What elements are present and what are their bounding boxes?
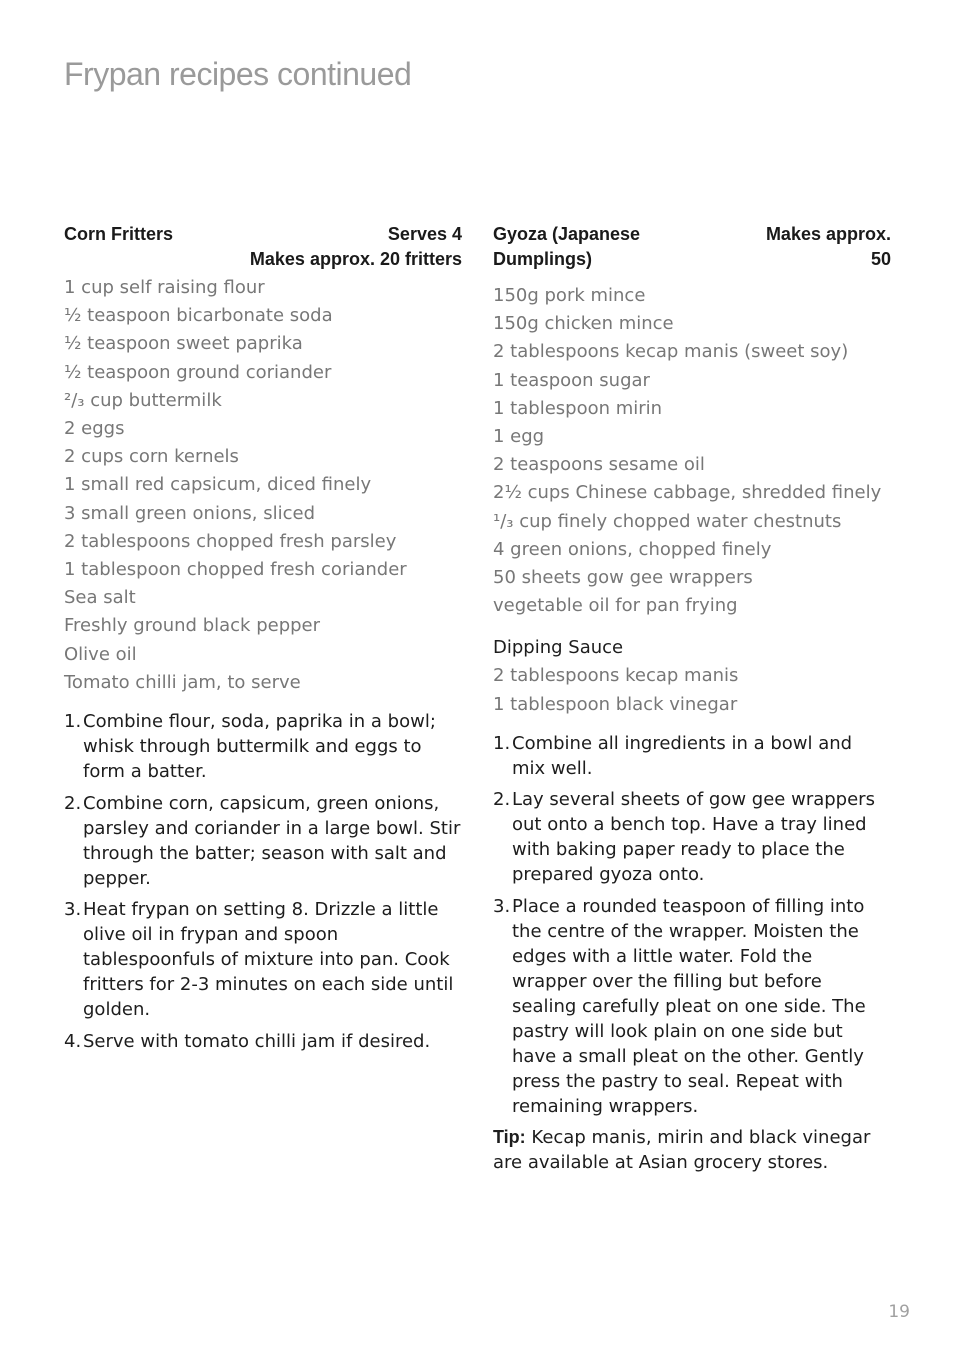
ingredient-item: 2 teaspoons sesame oil [493, 454, 705, 476]
ingredient-item: 1 tablespoon black vinegar [493, 693, 738, 715]
ingredient-item: 1 egg [493, 426, 545, 448]
step-number: 4. [64, 1030, 82, 1052]
ingredient-item: vegetable oil for pan frying [493, 595, 738, 617]
ingredient-item: 2 tablespoons kecap manis (sweet soy) [493, 341, 849, 363]
tip-note [493, 1125, 891, 1175]
step-number: 3. [493, 895, 511, 917]
step-number: 1. [493, 732, 511, 754]
step-number: 2. [493, 789, 511, 811]
ingredient-item: ½ teaspoon sweet paprika [64, 333, 303, 355]
ingredient-item: 50 sheets gow gee wrappers [493, 567, 753, 589]
step-text: Combine all ingredients in a bowl and mix well. [512, 732, 853, 779]
tip-text: Kecap manis, mirin and black vinegar are available at Asian grocery stores. [493, 1127, 871, 1174]
page-title: Frypan recipes continued [64, 56, 412, 92]
recipe-corn-fritters [64, 222, 462, 1060]
method-step [493, 787, 891, 887]
ingredient-item: 2 cups corn kernels [64, 446, 239, 468]
method-step [64, 791, 462, 891]
ingredient-item: 1 teaspoon sugar [493, 369, 650, 391]
recipe-header [493, 222, 891, 272]
recipe-yield: Makes approx. 50 [765, 224, 891, 269]
ingredient-item: ¹/₃ cup finely chopped water chestnuts [493, 510, 842, 532]
step-text: Serve with tomato chilli jam if desired. [83, 1030, 431, 1052]
ingredient-item: Tomato chilli jam, to serve [64, 671, 301, 693]
ingredient-item: 1 small red capsicum, diced finely [64, 474, 372, 496]
step-text: Heat frypan on setting 8. Drizzle a little olive oil in frypan and spoon tablespoonfuls of mixture into pan. Cook fritters for 2-3 minutes on each side until golden. [83, 899, 454, 1021]
yield-makes: Makes approx. 20 fritters [249, 249, 462, 269]
ingredient-item: 4 green onions, chopped finely [493, 538, 772, 560]
ingredient-item: Sea salt [64, 587, 136, 609]
method-steps [493, 731, 891, 1119]
method-step [64, 1029, 462, 1054]
step-text: Lay several sheets of gow gee wrappers out onto a bench top. Have a tray lined with baking paper ready to place the prepared gyoza onto. [512, 789, 875, 886]
step-number: 3. [64, 899, 82, 921]
ingredient-item: ½ teaspoon bicarbonate soda [64, 305, 333, 327]
step-text: Combine flour, soda, paprika in a bowl; whisk through buttermilk and eggs to form a batter. [83, 711, 436, 783]
ingredient-list [64, 274, 462, 697]
step-number: 1. [64, 711, 82, 733]
ingredient-item: 1 tablespoon mirin [493, 397, 663, 419]
ingredient-item: 1 tablespoon chopped fresh coriander [64, 559, 407, 581]
ingredient-item: 2 eggs [64, 418, 125, 440]
method-step [493, 731, 891, 781]
recipe-title: Gyoza (Japanese Dumplings) [493, 224, 641, 269]
ingredient-item: Freshly ground black pepper [64, 615, 321, 637]
recipe-title: Corn Fritters [64, 224, 174, 244]
ingredient-item: 2½ cups Chinese cabbage, shredded finely [493, 482, 882, 504]
method-step [493, 894, 891, 1119]
sauce-title: Dipping Sauce [493, 637, 624, 659]
step-number: 2. [64, 792, 82, 814]
yield-serves: Serves 4 [387, 224, 462, 244]
step-text: Place a rounded teaspoon of filling into the centre of the wrapper. Moisten the edges with a little water. Fold the wrapper over the filling but before sealing carefully pleat on one side. The pastry will look plain on one side but have a small pleat on the other. Gently press the pastry to seal. Repeat with remaining wrappers. [512, 895, 866, 1117]
ingredient-item: 2 tablespoons kecap manis [493, 665, 739, 687]
ingredient-item: ²/₃ cup buttermilk [64, 389, 222, 411]
tip-label: Tip: [493, 1127, 526, 1148]
ingredient-item: 150g pork mince [493, 285, 646, 306]
ingredient-item: 2 tablespoons chopped fresh parsley [64, 530, 397, 552]
sauce-ingredient-list [493, 662, 891, 718]
recipe-gyoza [493, 222, 891, 1175]
ingredient-item: Olive oil [64, 643, 137, 665]
recipe-yield [250, 222, 462, 272]
ingredient-item: 1 cup self raising flour [64, 277, 265, 298]
ingredient-list [493, 282, 891, 620]
method-step [64, 709, 462, 784]
ingredient-item: 3 small green onions, sliced [64, 502, 315, 524]
method-steps [64, 709, 462, 1054]
method-step [64, 897, 462, 1022]
recipe-header [64, 222, 462, 272]
step-text: Combine corn, capsicum, green onions, parsley and coriander in a large bowl. Stir through the batter; season with salt and pepper. [83, 792, 461, 889]
ingredient-item: 150g chicken mince [493, 313, 674, 335]
ingredient-item: ½ teaspoon ground coriander [64, 361, 332, 383]
page-number: 19 [888, 1302, 910, 1322]
